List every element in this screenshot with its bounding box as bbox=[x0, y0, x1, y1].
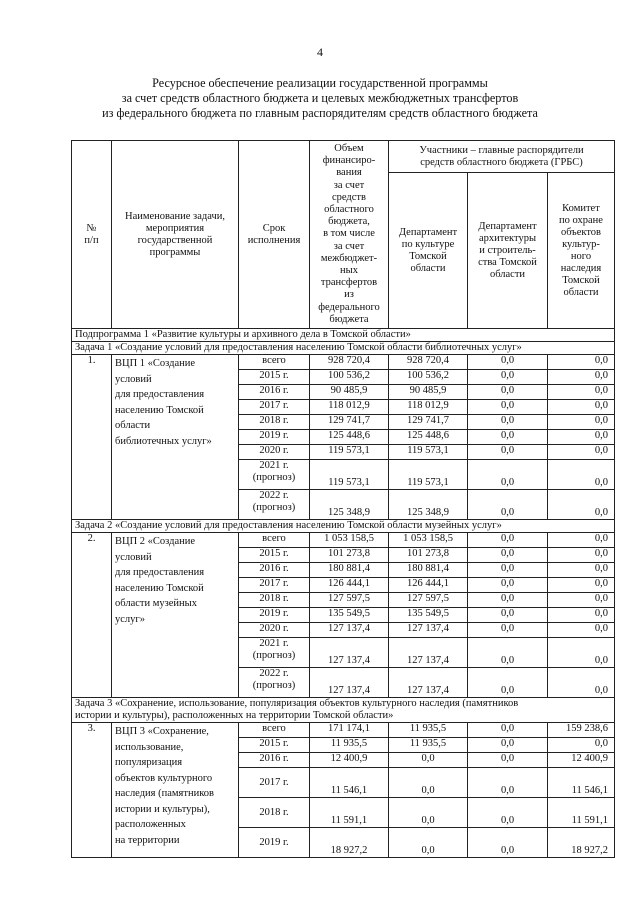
item-name-line: населению Томской bbox=[115, 404, 204, 416]
term-line: всего bbox=[262, 533, 286, 545]
term-cell bbox=[239, 430, 310, 445]
culture-cell: 125 348,9 bbox=[389, 490, 468, 520]
title-line: Ресурсное обеспечение реализации государственной программы bbox=[152, 76, 488, 90]
volume-cell: 180 881,4 bbox=[310, 563, 389, 578]
committee-cell: 159 238,6 bbox=[548, 723, 615, 738]
header-line: государственной bbox=[137, 234, 213, 246]
item-name-line: ВЦП 2 «Создание bbox=[115, 536, 196, 548]
committee-cell: 0,0 bbox=[548, 400, 615, 415]
committee-cell: 0,0 bbox=[548, 623, 615, 638]
architecture-cell: 0,0 bbox=[468, 828, 548, 858]
committee-cell: 0,0 bbox=[548, 385, 615, 400]
culture-cell: 0,0 bbox=[389, 768, 468, 798]
item-name-line: популяризация bbox=[115, 757, 183, 769]
committee-cell: 0,0 bbox=[548, 548, 615, 563]
committee-cell: 0,0 bbox=[548, 460, 615, 490]
culture-cell: 0,0 bbox=[389, 753, 468, 768]
architecture-cell: 0,0 bbox=[468, 768, 548, 798]
term-line: 2019 г. bbox=[259, 430, 289, 442]
header-line: исполнения bbox=[247, 234, 301, 246]
architecture-cell: 0,0 bbox=[468, 723, 548, 738]
header-line: Срок bbox=[262, 222, 286, 234]
item-name-line: на территории bbox=[115, 834, 180, 846]
header-line: за счет bbox=[333, 179, 365, 191]
header-line: Департамент bbox=[478, 220, 537, 232]
volume-cell: 18 927,2 bbox=[310, 828, 389, 858]
term-line: 2017 г. bbox=[259, 400, 289, 412]
committee-cell: 0,0 bbox=[548, 563, 615, 578]
task-title-line: Задача 1 «Создание условий для предоставления населению Томской области библиотечных услуг» bbox=[75, 342, 522, 354]
funding-table bbox=[71, 140, 615, 858]
header-line: культур- bbox=[562, 238, 600, 250]
header-heritage-committee bbox=[548, 173, 615, 329]
subprogram-title: Подпрограмма 1 «Развитие культуры и архивного дела в Томской области» bbox=[72, 329, 615, 342]
volume-cell: 126 444,1 bbox=[310, 578, 389, 593]
architecture-cell: 0,0 bbox=[468, 563, 548, 578]
term-cell bbox=[239, 753, 310, 768]
volume-cell: 118 012,9 bbox=[310, 400, 389, 415]
culture-cell: 119 573,1 bbox=[389, 460, 468, 490]
item-number: 1. bbox=[72, 355, 112, 520]
term-line: всего bbox=[262, 723, 286, 735]
item-name-line: условий bbox=[115, 551, 152, 563]
volume-cell: 1 053 158,5 bbox=[310, 533, 389, 548]
header-line: областного bbox=[324, 204, 374, 216]
item-name-line: населению Томской bbox=[115, 582, 204, 594]
item-name-line: области bbox=[115, 420, 151, 432]
header-line: трансфертов bbox=[320, 277, 378, 289]
header-term bbox=[239, 141, 310, 329]
term-line: 2019 г. bbox=[259, 608, 289, 620]
committee-cell: 0,0 bbox=[548, 638, 615, 668]
term-cell bbox=[239, 723, 310, 738]
item-name-line: использование, bbox=[115, 741, 184, 753]
header-line: в том числе bbox=[323, 228, 375, 240]
header-line: Объем bbox=[334, 143, 364, 154]
term-cell bbox=[239, 563, 310, 578]
term-cell bbox=[239, 768, 310, 798]
term-cell bbox=[239, 370, 310, 385]
architecture-cell: 0,0 bbox=[468, 385, 548, 400]
culture-cell: 126 444,1 bbox=[389, 578, 468, 593]
committee-cell: 0,0 bbox=[548, 533, 615, 548]
volume-cell: 928 720,4 bbox=[310, 355, 389, 370]
item-name-line: библиотечных услуг» bbox=[115, 435, 212, 447]
term-line: (прогноз) bbox=[252, 502, 296, 514]
culture-cell: 0,0 bbox=[389, 798, 468, 828]
term-cell bbox=[239, 738, 310, 753]
culture-cell: 118 012,9 bbox=[389, 400, 468, 415]
header-architecture-dept bbox=[468, 173, 548, 329]
committee-cell: 0,0 bbox=[548, 490, 615, 520]
term-line: 2016 г. bbox=[259, 563, 289, 575]
architecture-cell: 0,0 bbox=[468, 593, 548, 608]
header-line: № bbox=[86, 222, 97, 234]
committee-cell: 12 400,9 bbox=[548, 753, 615, 768]
header-line: Комитет bbox=[562, 202, 600, 214]
architecture-cell: 0,0 bbox=[468, 578, 548, 593]
committee-cell: 0,0 bbox=[548, 738, 615, 753]
culture-cell: 127 137,4 bbox=[389, 668, 468, 698]
architecture-cell: 0,0 bbox=[468, 638, 548, 668]
volume-cell: 125 448,6 bbox=[310, 430, 389, 445]
culture-cell: 11 935,5 bbox=[389, 723, 468, 738]
term-line: (прогноз) bbox=[252, 472, 296, 484]
task-title-line: Задача 2 «Создание условий для предоставления населению Томской области музейных услуг» bbox=[75, 520, 502, 532]
term-cell bbox=[239, 548, 310, 563]
title-line: за счет средств областного бюджета и целевых межбюджетных трансфертов bbox=[121, 91, 519, 105]
header-name bbox=[112, 141, 239, 329]
term-cell bbox=[239, 623, 310, 638]
header-line: ного bbox=[570, 250, 592, 262]
architecture-cell: 0,0 bbox=[468, 738, 548, 753]
table-row bbox=[72, 723, 615, 738]
volume-cell: 90 485,9 bbox=[310, 385, 389, 400]
header-line: Участники – главные распорядители bbox=[419, 144, 584, 156]
header-line: по культуре bbox=[401, 238, 455, 250]
header-volume bbox=[310, 141, 389, 329]
term-cell bbox=[239, 355, 310, 370]
term-line: 2018 г. bbox=[259, 415, 289, 427]
header-line: из bbox=[344, 289, 354, 301]
volume-cell: 11 546,1 bbox=[310, 768, 389, 798]
item-name-line: услуг» bbox=[115, 613, 145, 625]
term-cell bbox=[239, 400, 310, 415]
header-line: межбюджет- bbox=[320, 252, 378, 264]
committee-cell: 0,0 bbox=[548, 445, 615, 460]
term-line: 2016 г. bbox=[259, 385, 289, 397]
header-line: средств областного бюджета (ГРБС) bbox=[420, 156, 583, 168]
term-cell bbox=[239, 533, 310, 548]
committee-cell: 0,0 bbox=[548, 415, 615, 430]
item-name-line: для предоставления bbox=[115, 567, 205, 579]
committee-cell: 0,0 bbox=[548, 355, 615, 370]
term-line: 2020 г. bbox=[259, 623, 289, 635]
volume-cell: 127 597,5 bbox=[310, 593, 389, 608]
header-line: финансиро- bbox=[322, 155, 376, 167]
volume-cell: 129 741,7 bbox=[310, 415, 389, 430]
culture-cell: 90 485,9 bbox=[389, 385, 468, 400]
subprogram-row bbox=[72, 329, 615, 342]
committee-cell: 11 591,1 bbox=[548, 798, 615, 828]
header-row bbox=[72, 141, 615, 173]
architecture-cell: 0,0 bbox=[468, 370, 548, 385]
item-name-line: наследия (памятников bbox=[115, 788, 214, 800]
header-line: средств bbox=[332, 191, 366, 203]
culture-cell: 11 935,5 bbox=[389, 738, 468, 753]
item-name bbox=[112, 533, 239, 698]
term-cell bbox=[239, 638, 310, 668]
task-title bbox=[72, 520, 615, 533]
culture-cell: 135 549,5 bbox=[389, 608, 468, 623]
page-number: 4 bbox=[317, 45, 323, 59]
volume-cell: 135 549,5 bbox=[310, 608, 389, 623]
term-line: 2017 г. bbox=[259, 776, 289, 788]
header-participants bbox=[389, 141, 615, 173]
architecture-cell: 0,0 bbox=[468, 623, 548, 638]
term-line: 2020 г. bbox=[259, 445, 289, 457]
header-line: архитектуры bbox=[479, 232, 536, 244]
header-line: Наименование задачи, bbox=[125, 210, 225, 222]
task-row bbox=[72, 342, 615, 355]
architecture-cell: 0,0 bbox=[468, 753, 548, 768]
term-line: 2018 г. bbox=[259, 593, 289, 605]
header-line: области bbox=[563, 286, 599, 298]
volume-cell: 12 400,9 bbox=[310, 753, 389, 768]
architecture-cell: 0,0 bbox=[468, 533, 548, 548]
architecture-cell: 0,0 bbox=[468, 355, 548, 370]
header-line: мероприятия bbox=[145, 222, 205, 234]
term-cell bbox=[239, 828, 310, 858]
term-cell bbox=[239, 490, 310, 520]
header-line: ных bbox=[340, 265, 358, 277]
architecture-cell: 0,0 bbox=[468, 798, 548, 828]
volume-cell: 119 573,1 bbox=[310, 445, 389, 460]
item-name-line: для предоставления bbox=[115, 389, 205, 401]
culture-cell: 100 536,2 bbox=[389, 370, 468, 385]
architecture-cell: 0,0 bbox=[468, 400, 548, 415]
culture-cell: 125 448,6 bbox=[389, 430, 468, 445]
item-name-line: области музейных bbox=[115, 598, 197, 610]
item-name-line: условий bbox=[115, 373, 152, 385]
term-cell bbox=[239, 668, 310, 698]
volume-cell: 11 591,1 bbox=[310, 798, 389, 828]
task-title-line: истории и культуры), расположенных на территории Томской области» bbox=[75, 710, 394, 722]
header-line: Департамент bbox=[398, 226, 458, 238]
culture-cell: 127 137,4 bbox=[389, 623, 468, 638]
architecture-cell: 0,0 bbox=[468, 608, 548, 623]
term-line: 2016 г. bbox=[259, 753, 289, 765]
header-line: Томской bbox=[562, 274, 600, 286]
header-line: по охране bbox=[559, 214, 603, 226]
volume-cell: 127 137,4 bbox=[310, 623, 389, 638]
header-line: бюджета, bbox=[328, 216, 370, 228]
item-name bbox=[112, 723, 239, 858]
title-line: из федерального бюджета по главным распорядителям средств областного бюджета bbox=[102, 106, 538, 120]
culture-cell: 127 137,4 bbox=[389, 638, 468, 668]
task-title bbox=[72, 698, 615, 723]
culture-cell: 928 720,4 bbox=[389, 355, 468, 370]
culture-cell: 119 573,1 bbox=[389, 445, 468, 460]
architecture-cell: 0,0 bbox=[468, 415, 548, 430]
header-line: объектов bbox=[560, 226, 602, 238]
header-line: области bbox=[489, 268, 526, 280]
term-line: 2021 г. bbox=[259, 638, 289, 650]
term-line: 2019 г. bbox=[259, 836, 289, 848]
term-line: 2015 г. bbox=[259, 548, 289, 560]
committee-cell: 18 927,2 bbox=[548, 828, 615, 858]
item-number: 2. bbox=[72, 533, 112, 698]
culture-cell: 1 053 158,5 bbox=[389, 533, 468, 548]
header-line: за счет bbox=[333, 240, 365, 252]
volume-cell: 125 348,9 bbox=[310, 490, 389, 520]
header-line: ства Томской bbox=[478, 256, 537, 268]
term-line: 2021 г. bbox=[259, 460, 289, 472]
volume-cell: 127 137,4 bbox=[310, 638, 389, 668]
item-name bbox=[112, 355, 239, 520]
term-cell bbox=[239, 578, 310, 593]
task-row bbox=[72, 520, 615, 533]
term-line: (прогноз) bbox=[252, 680, 296, 692]
header-line: вания bbox=[336, 167, 362, 179]
volume-cell: 101 273,8 bbox=[310, 548, 389, 563]
term-line: 2022 г. bbox=[259, 490, 289, 502]
task-title-line: Задача 3 «Сохранение, использование, популяризация объектов культурного наследия (памятников bbox=[75, 698, 519, 710]
committee-cell: 0,0 bbox=[548, 430, 615, 445]
term-cell bbox=[239, 415, 310, 430]
volume-cell: 11 935,5 bbox=[310, 738, 389, 753]
term-cell bbox=[239, 593, 310, 608]
header-culture-dept bbox=[389, 173, 468, 329]
header-line: Томской bbox=[409, 250, 447, 262]
header-line: федерального bbox=[318, 301, 380, 313]
culture-cell: 101 273,8 bbox=[389, 548, 468, 563]
volume-cell: 127 137,4 bbox=[310, 668, 389, 698]
architecture-cell: 0,0 bbox=[468, 490, 548, 520]
item-name-line: объектов культурного bbox=[115, 772, 213, 784]
term-line: 2015 г. bbox=[259, 738, 289, 750]
term-line: (прогноз) bbox=[252, 650, 296, 662]
term-line: всего bbox=[262, 355, 286, 367]
architecture-cell: 0,0 bbox=[468, 445, 548, 460]
header-line: области bbox=[410, 262, 446, 274]
committee-cell: 0,0 bbox=[548, 608, 615, 623]
volume-cell: 119 573,1 bbox=[310, 460, 389, 490]
item-name-line: ВЦП 1 «Создание bbox=[115, 358, 196, 370]
term-cell bbox=[239, 608, 310, 623]
header-line: наследия bbox=[560, 262, 602, 274]
volume-cell: 171 174,1 bbox=[310, 723, 389, 738]
table-row bbox=[72, 355, 615, 370]
committee-cell: 0,0 bbox=[548, 668, 615, 698]
architecture-cell: 0,0 bbox=[468, 430, 548, 445]
architecture-cell: 0,0 bbox=[468, 460, 548, 490]
term-line: 2015 г. bbox=[259, 370, 289, 382]
item-name-line: расположенных bbox=[115, 819, 186, 831]
document-title bbox=[40, 76, 600, 121]
volume-cell: 100 536,2 bbox=[310, 370, 389, 385]
term-cell bbox=[239, 385, 310, 400]
header-line: программы bbox=[149, 246, 201, 258]
term-cell bbox=[239, 460, 310, 490]
task-row bbox=[72, 698, 615, 723]
term-line: 2018 г. bbox=[259, 806, 289, 818]
culture-cell: 127 597,5 bbox=[389, 593, 468, 608]
architecture-cell: 0,0 bbox=[468, 548, 548, 563]
committee-cell: 11 546,1 bbox=[548, 768, 615, 798]
term-cell bbox=[239, 445, 310, 460]
item-name-line: ВЦП 3 «Сохранение, bbox=[115, 726, 209, 738]
header-line: бюджета bbox=[329, 313, 369, 325]
culture-cell: 180 881,4 bbox=[389, 563, 468, 578]
culture-cell: 0,0 bbox=[389, 828, 468, 858]
item-number: 3. bbox=[72, 723, 112, 858]
term-line: 2022 г. bbox=[259, 668, 289, 680]
culture-cell: 129 741,7 bbox=[389, 415, 468, 430]
header-line: и строитель- bbox=[479, 244, 536, 256]
item-name-line: истории и культуры), bbox=[115, 803, 210, 815]
header-line: п/п bbox=[84, 234, 99, 246]
table-row bbox=[72, 533, 615, 548]
term-cell bbox=[239, 798, 310, 828]
committee-cell: 0,0 bbox=[548, 370, 615, 385]
task-title bbox=[72, 342, 615, 355]
term-line: 2017 г. bbox=[259, 578, 289, 590]
committee-cell: 0,0 bbox=[548, 593, 615, 608]
header-num bbox=[72, 141, 112, 329]
architecture-cell: 0,0 bbox=[468, 668, 548, 698]
committee-cell: 0,0 bbox=[548, 578, 615, 593]
